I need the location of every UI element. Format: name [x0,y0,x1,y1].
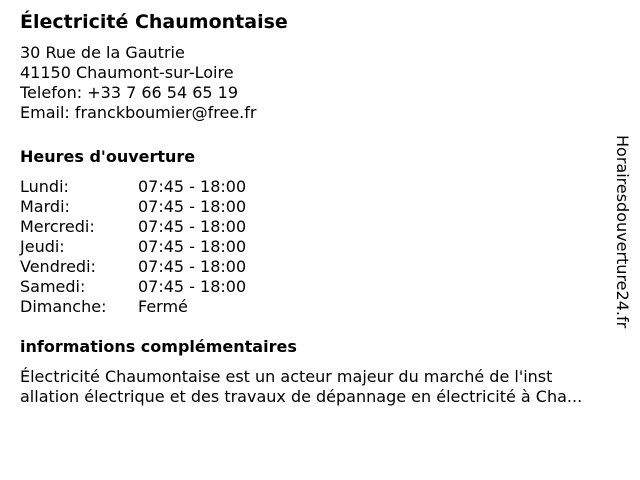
hours-day: Vendredi: [20,257,96,276]
hours-heading: Heures d'ouverture [20,147,196,166]
address-street: 30 Rue de la Gautrie [20,43,185,62]
email-line: Email: franckboumier@free.fr [20,103,257,122]
hours-time: 07:45 - 18:00 [138,277,247,296]
hours-time: 07:45 - 18:00 [138,217,247,236]
info-heading: informations complémentaires [20,337,297,356]
address-city: 41150 Chaumont-sur-Loire [20,63,234,82]
hours-day: Jeudi: [20,237,65,256]
hours-row-saturday [20,277,610,297]
business-card [20,10,610,407]
hours-day: Dimanche: [20,297,107,316]
site-watermark: Horairesdouverture24.fr [613,135,632,329]
description-line-2: allation électrique et des travaux de dépannage en électricité à Cha... [20,387,583,406]
hours-row-friday [20,257,610,277]
hours-row-monday [20,177,610,197]
hours-time: 07:45 - 18:00 [138,197,247,216]
hours-day: Samedi: [20,277,86,296]
hours-day: Lundi: [20,177,69,196]
phone-line: Telefon: +33 7 66 54 65 19 [20,83,239,102]
hours-table [20,177,610,317]
hours-time: 07:45 - 18:00 [138,257,247,276]
description-line-1: Électricité Chaumontaise est un acteur majeur du marché de l'inst [20,367,553,386]
business-name: Électricité Chaumontaise [20,11,288,33]
hours-row-wednesday [20,217,610,237]
hours-row-thursday [20,237,610,257]
hours-time: Fermé [138,297,188,316]
hours-day: Mardi: [20,197,70,216]
hours-time: 07:45 - 18:00 [138,177,247,196]
hours-time: 07:45 - 18:00 [138,237,247,256]
hours-row-sunday [20,297,610,317]
hours-row-tuesday [20,197,610,217]
hours-day: Mercredi: [20,217,95,236]
